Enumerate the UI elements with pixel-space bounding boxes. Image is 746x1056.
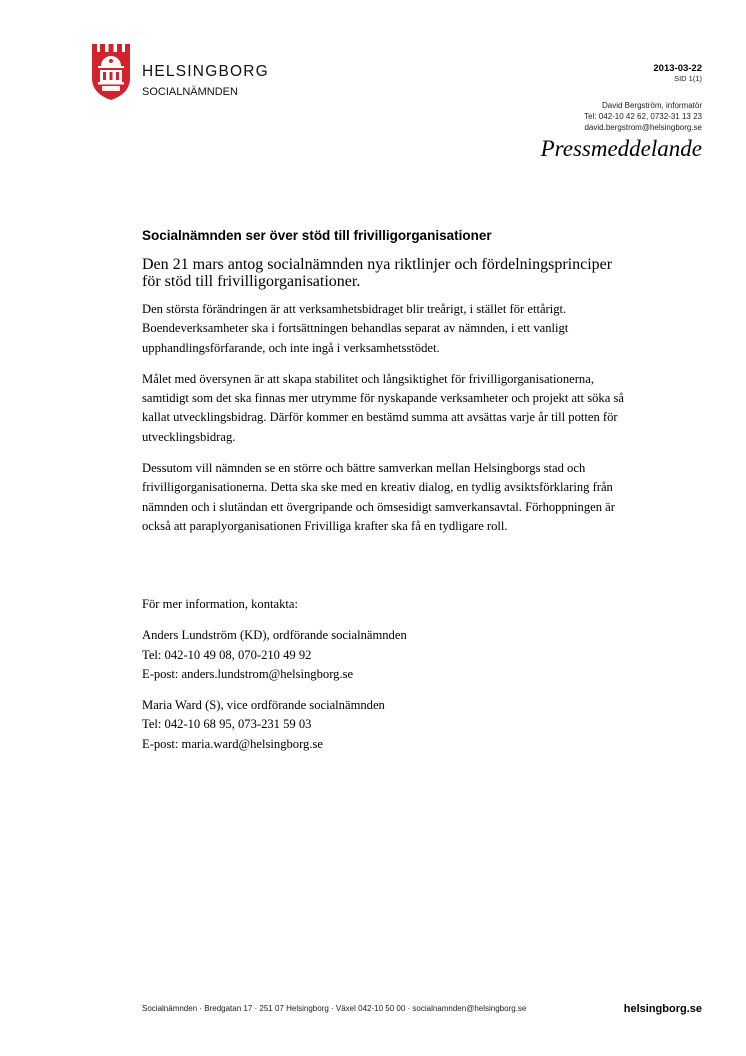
ingress: Den 21 mars antog socialnämnden nya riktlinjer och fördelningsprinciper för stöd till frivilligorganisationer.	[142, 256, 613, 290]
paragraph: Dessutom vill nämnden se en större och bättre samverkan mellan Helsingborgs stad och frivilligorganisationerna. Detta ska ske med en kreativ dialog, en tydlig avsiktsförklaring från nämnden och i slutändan ett övergripande och ömsesidigt samverkansavtal. Förhoppningen är också att paraplyorganisationen Frivilliga krafter ska få en tydligare roll.	[142, 461, 615, 533]
document-date: 2013-03-22	[653, 63, 702, 74]
press-contact	[584, 100, 702, 133]
contact-name-title: Anders Lundström (KD), ordförande socialnämnden	[142, 628, 407, 643]
contact-section	[142, 595, 622, 766]
press-contact-name: David Bergström, informatör	[601, 101, 702, 110]
contact-person	[142, 626, 622, 684]
footer-address: Socialnämnden · Bredgatan 17 · 251 07 Helsingborg · Växel 042-10 50 00 · socialnamnden@helsingborg.se	[142, 1004, 527, 1013]
page-info: SID 1(1)	[674, 74, 702, 83]
contact-intro: För mer information, kontakta:	[142, 597, 298, 611]
contact-person	[142, 696, 622, 754]
paragraph: Målet med översynen är att skapa stabilitet och långsiktighet för frivilligorganisationerna, samtidigt som det ska finnas mer utrymme för nyskapande verksamheter och projekt att söka så kallat utvecklingsbidrag. Därför kommer en bestämd summa att avsättas varje år till potten för utvecklingsbidrag.	[142, 371, 624, 444]
contact-phone: Tel: 042-10 68 95, 073-231 59 03	[142, 717, 312, 732]
document-type: Pressmeddelande	[540, 136, 702, 161]
footer-site: helsingborg.se	[623, 1003, 702, 1015]
contact-name-title: Maria Ward (S), vice ordförande socialnämnden	[142, 698, 385, 713]
helsingborg-crest-icon	[92, 44, 130, 100]
paragraph: Den största förändringen är att verksamhetsbidraget blir treårigt, i stället för ettårigt. Boendeverksamheter ska i fortsättningen behandlas separat av nämnden, i ett vanligt upphandlingsförfarande, och inte ingå i verksamhetsstödet.	[142, 302, 569, 355]
press-contact-phone: Tel: 042-10 42 62, 0732-31 13 23	[584, 112, 702, 121]
contact-phone: Tel: 042-10 49 08, 070-210 49 92	[142, 647, 312, 662]
headline: Socialnämnden ser över stöd till frivilligorganisationer	[142, 228, 492, 243]
contact-email: E-post: anders.lundstrom@helsingborg.se	[142, 666, 354, 681]
press-contact-email: david.bergstrom@helsingborg.se	[584, 123, 702, 132]
org-department: SOCIALNÄMNDEN	[142, 86, 238, 98]
contact-email: E-post: maria.ward@helsingborg.se	[142, 736, 323, 751]
document-meta	[653, 63, 702, 84]
article-body	[142, 300, 632, 548]
org-name: HELSINGBORG	[142, 63, 269, 80]
